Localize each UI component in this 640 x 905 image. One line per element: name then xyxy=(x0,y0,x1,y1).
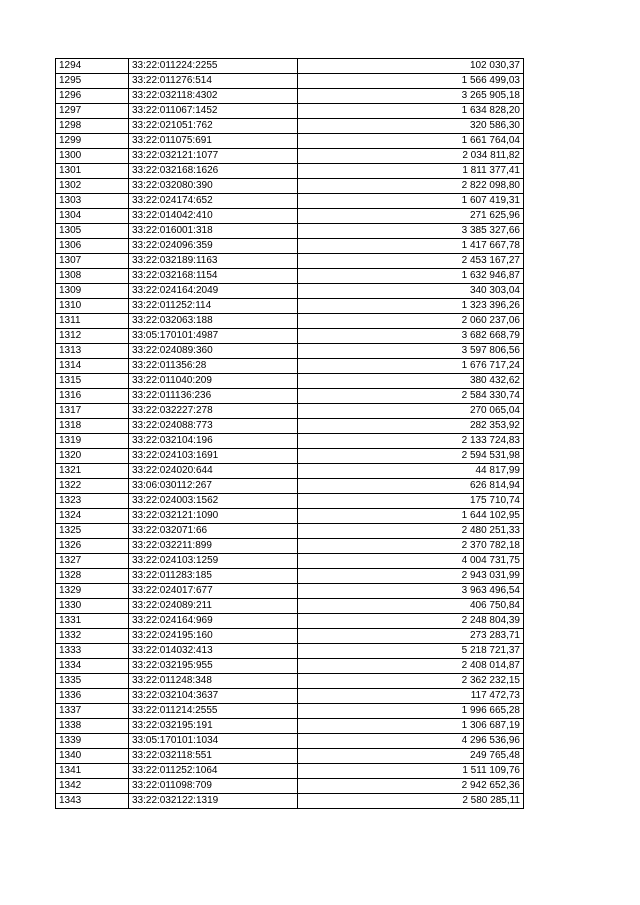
cadastral-value-cell: 2 480 251,33 xyxy=(298,524,524,539)
cadastral-value-cell: 1 511 109,76 xyxy=(298,764,524,779)
cadastral-value-cell: 1 417 667,78 xyxy=(298,239,524,254)
cadastral-number-cell: 33:22:011276:514 xyxy=(129,74,298,89)
cadastral-number-cell: 33:22:032168:1154 xyxy=(129,269,298,284)
cadastral-number-cell: 33:22:011252:1064 xyxy=(129,764,298,779)
cadastral-value-cell: 5 218 721,37 xyxy=(298,644,524,659)
cadastral-value-cell: 175 710,74 xyxy=(298,494,524,509)
cadastral-value-cell: 2 822 098,80 xyxy=(298,179,524,194)
row-number-cell: 1340 xyxy=(56,749,129,764)
table-row xyxy=(56,719,524,734)
row-number-cell: 1328 xyxy=(56,569,129,584)
cadastral-number-cell: 33:22:011283:185 xyxy=(129,569,298,584)
cadastral-number-cell: 33:22:032211:899 xyxy=(129,539,298,554)
cadastral-value-cell: 1 634 828,20 xyxy=(298,104,524,119)
cadastral-number-cell: 33:22:024174:652 xyxy=(129,194,298,209)
row-number-cell: 1337 xyxy=(56,704,129,719)
cadastral-value-cell: 2 133 724,83 xyxy=(298,434,524,449)
cadastral-number-cell: 33:22:032104:3637 xyxy=(129,689,298,704)
table-row xyxy=(56,134,524,149)
table-row xyxy=(56,749,524,764)
row-number-cell: 1299 xyxy=(56,134,129,149)
cadastral-value-cell: 3 265 905,18 xyxy=(298,89,524,104)
cadastral-number-cell: 33:22:032118:4302 xyxy=(129,89,298,104)
row-number-cell: 1296 xyxy=(56,89,129,104)
cadastral-number-cell: 33:22:024164:969 xyxy=(129,614,298,629)
row-number-cell: 1322 xyxy=(56,479,129,494)
row-number-cell: 1342 xyxy=(56,779,129,794)
cadastral-number-cell: 33:22:032122:1319 xyxy=(129,794,298,809)
row-number-cell: 1302 xyxy=(56,179,129,194)
cadastral-number-cell: 33:22:024164:2049 xyxy=(129,284,298,299)
row-number-cell: 1306 xyxy=(56,239,129,254)
cadastral-value-cell: 1 607 419,31 xyxy=(298,194,524,209)
cadastral-value-cell: 1 632 946,87 xyxy=(298,269,524,284)
row-number-cell: 1334 xyxy=(56,659,129,674)
table-row xyxy=(56,164,524,179)
cadastral-number-cell: 33:22:032121:1077 xyxy=(129,149,298,164)
row-number-cell: 1325 xyxy=(56,524,129,539)
table-row xyxy=(56,434,524,449)
row-number-cell: 1338 xyxy=(56,719,129,734)
cadastral-number-cell: 33:22:011224:2255 xyxy=(129,59,298,74)
cadastral-value-cell: 117 472,73 xyxy=(298,689,524,704)
table-row xyxy=(56,764,524,779)
cadastral-value-cell: 4 004 731,75 xyxy=(298,554,524,569)
table-row xyxy=(56,539,524,554)
table-row xyxy=(56,704,524,719)
table-row xyxy=(56,269,524,284)
cadastral-value-cell: 2 034 811,82 xyxy=(298,149,524,164)
table-row xyxy=(56,374,524,389)
table-row xyxy=(56,599,524,614)
table-row xyxy=(56,479,524,494)
table-row xyxy=(56,449,524,464)
table-row xyxy=(56,644,524,659)
table-body xyxy=(56,59,524,809)
cadastral-value-cell: 2 594 531,98 xyxy=(298,449,524,464)
row-number-cell: 1319 xyxy=(56,434,129,449)
table-row xyxy=(56,554,524,569)
cadastral-value-cell: 1 306 687,19 xyxy=(298,719,524,734)
row-number-cell: 1305 xyxy=(56,224,129,239)
cadastral-number-cell: 33:22:024103:1691 xyxy=(129,449,298,464)
row-number-cell: 1311 xyxy=(56,314,129,329)
row-number-cell: 1301 xyxy=(56,164,129,179)
table-row xyxy=(56,254,524,269)
cadastral-number-cell: 33:22:032080:390 xyxy=(129,179,298,194)
cadastral-number-cell: 33:22:032071:66 xyxy=(129,524,298,539)
table-row xyxy=(56,794,524,809)
table-row xyxy=(56,359,524,374)
cadastral-value-cell: 271 625,96 xyxy=(298,209,524,224)
cadastral-number-cell: 33:22:024017:677 xyxy=(129,584,298,599)
cadastral-number-cell: 33:22:024103:1259 xyxy=(129,554,298,569)
cadastral-value-cell: 3 682 668,79 xyxy=(298,329,524,344)
row-number-cell: 1317 xyxy=(56,404,129,419)
table-row xyxy=(56,524,524,539)
table-row xyxy=(56,299,524,314)
row-number-cell: 1300 xyxy=(56,149,129,164)
row-number-cell: 1297 xyxy=(56,104,129,119)
cadastral-number-cell: 33:22:032063:188 xyxy=(129,314,298,329)
table-row xyxy=(56,239,524,254)
cadastral-value-cell: 2 248 804,39 xyxy=(298,614,524,629)
cadastral-value-cell: 249 765,48 xyxy=(298,749,524,764)
cadastral-value-cell: 2 060 237,06 xyxy=(298,314,524,329)
row-number-cell: 1304 xyxy=(56,209,129,224)
table-row xyxy=(56,614,524,629)
table-row xyxy=(56,59,524,74)
cadastral-value-cell: 3 597 806,56 xyxy=(298,344,524,359)
cadastral-number-cell: 33:22:011136:236 xyxy=(129,389,298,404)
row-number-cell: 1307 xyxy=(56,254,129,269)
table-row xyxy=(56,74,524,89)
row-number-cell: 1314 xyxy=(56,359,129,374)
cadastral-value-cell: 1 676 717,24 xyxy=(298,359,524,374)
cadastral-number-cell: 33:22:024003:1562 xyxy=(129,494,298,509)
table-row xyxy=(56,104,524,119)
row-number-cell: 1333 xyxy=(56,644,129,659)
cadastral-number-cell: 33:22:032118:551 xyxy=(129,749,298,764)
cadastral-value-cell: 2 580 285,11 xyxy=(298,794,524,809)
cadastral-value-cell: 2 453 167,27 xyxy=(298,254,524,269)
row-number-cell: 1298 xyxy=(56,119,129,134)
row-number-cell: 1343 xyxy=(56,794,129,809)
cadastral-number-cell: 33:22:032189:1163 xyxy=(129,254,298,269)
table-row xyxy=(56,674,524,689)
cadastral-number-cell: 33:22:014042:410 xyxy=(129,209,298,224)
cadastral-value-cell: 380 432,62 xyxy=(298,374,524,389)
table-row xyxy=(56,734,524,749)
table-row xyxy=(56,344,524,359)
row-number-cell: 1331 xyxy=(56,614,129,629)
cadastral-number-cell: 33:22:024020:644 xyxy=(129,464,298,479)
cadastral-number-cell: 33:22:011252:114 xyxy=(129,299,298,314)
cadastral-value-cell: 1 811 377,41 xyxy=(298,164,524,179)
cadastral-value-cell: 320 586,30 xyxy=(298,119,524,134)
cadastral-number-cell: 33:22:032121:1090 xyxy=(129,509,298,524)
cadastral-value-cell: 1 566 499,03 xyxy=(298,74,524,89)
cadastral-number-cell: 33:22:011214:2555 xyxy=(129,704,298,719)
table-row xyxy=(56,659,524,674)
cadastral-number-cell: 33:22:024195:160 xyxy=(129,629,298,644)
cadastral-value-cell: 270 065,04 xyxy=(298,404,524,419)
row-number-cell: 1339 xyxy=(56,734,129,749)
row-number-cell: 1326 xyxy=(56,539,129,554)
row-number-cell: 1310 xyxy=(56,299,129,314)
cadastral-number-cell: 33:22:024096:359 xyxy=(129,239,298,254)
row-number-cell: 1320 xyxy=(56,449,129,464)
table-row xyxy=(56,119,524,134)
table-row xyxy=(56,584,524,599)
row-number-cell: 1335 xyxy=(56,674,129,689)
row-number-cell: 1313 xyxy=(56,344,129,359)
cadastral-number-cell: 33:22:024089:211 xyxy=(129,599,298,614)
table-row xyxy=(56,464,524,479)
cadastral-number-cell: 33:22:024088:773 xyxy=(129,419,298,434)
cadastral-number-cell: 33:22:011067:1452 xyxy=(129,104,298,119)
cadastral-value-cell: 44 817,99 xyxy=(298,464,524,479)
row-number-cell: 1332 xyxy=(56,629,129,644)
table-row xyxy=(56,329,524,344)
cadastral-number-cell: 33:22:011075:691 xyxy=(129,134,298,149)
table-row xyxy=(56,179,524,194)
table-row xyxy=(56,689,524,704)
cadastral-number-cell: 33:22:032168:1626 xyxy=(129,164,298,179)
cadastral-value-cell: 2 943 031,99 xyxy=(298,569,524,584)
table-row xyxy=(56,209,524,224)
cadastral-value-cell: 340 303,04 xyxy=(298,284,524,299)
cadastral-value-table xyxy=(55,58,524,809)
table-row xyxy=(56,419,524,434)
cadastral-value-cell: 3 963 496,54 xyxy=(298,584,524,599)
table-row xyxy=(56,509,524,524)
cadastral-number-cell: 33:22:011098:709 xyxy=(129,779,298,794)
row-number-cell: 1294 xyxy=(56,59,129,74)
cadastral-value-cell: 2 362 232,15 xyxy=(298,674,524,689)
table-row xyxy=(56,194,524,209)
table-row xyxy=(56,569,524,584)
row-number-cell: 1295 xyxy=(56,74,129,89)
row-number-cell: 1316 xyxy=(56,389,129,404)
cadastral-number-cell: 33:05:170101:4987 xyxy=(129,329,298,344)
row-number-cell: 1321 xyxy=(56,464,129,479)
cadastral-value-cell: 626 814,94 xyxy=(298,479,524,494)
cadastral-value-cell: 1 661 764,04 xyxy=(298,134,524,149)
cadastral-value-cell: 2 370 782,18 xyxy=(298,539,524,554)
cadastral-value-cell: 282 353,92 xyxy=(298,419,524,434)
table-row xyxy=(56,629,524,644)
cadastral-value-cell: 3 385 327,66 xyxy=(298,224,524,239)
cadastral-number-cell: 33:22:011040:209 xyxy=(129,374,298,389)
row-number-cell: 1323 xyxy=(56,494,129,509)
table-row xyxy=(56,779,524,794)
cadastral-value-cell: 4 296 536,96 xyxy=(298,734,524,749)
cadastral-value-cell: 2 942 652,36 xyxy=(298,779,524,794)
row-number-cell: 1309 xyxy=(56,284,129,299)
table-row xyxy=(56,314,524,329)
row-number-cell: 1324 xyxy=(56,509,129,524)
cadastral-value-cell: 2 584 330,74 xyxy=(298,389,524,404)
cadastral-number-cell: 33:06:030112:267 xyxy=(129,479,298,494)
cadastral-value-cell: 1 996 665,28 xyxy=(298,704,524,719)
table-row xyxy=(56,284,524,299)
row-number-cell: 1336 xyxy=(56,689,129,704)
cadastral-number-cell: 33:22:032227:278 xyxy=(129,404,298,419)
cadastral-value-cell: 1 644 102,95 xyxy=(298,509,524,524)
row-number-cell: 1308 xyxy=(56,269,129,284)
cadastral-number-cell: 33:22:032195:955 xyxy=(129,659,298,674)
cadastral-value-cell: 406 750,84 xyxy=(298,599,524,614)
row-number-cell: 1303 xyxy=(56,194,129,209)
cadastral-number-cell: 33:22:016001:318 xyxy=(129,224,298,239)
cadastral-value-cell: 1 323 396,26 xyxy=(298,299,524,314)
cadastral-number-cell: 33:05:170101:1034 xyxy=(129,734,298,749)
row-number-cell: 1318 xyxy=(56,419,129,434)
cadastral-number-cell: 33:22:032104:196 xyxy=(129,434,298,449)
cadastral-number-cell: 33:22:032195:191 xyxy=(129,719,298,734)
cadastral-number-cell: 33:22:014032:413 xyxy=(129,644,298,659)
table-row xyxy=(56,389,524,404)
row-number-cell: 1329 xyxy=(56,584,129,599)
table-row xyxy=(56,89,524,104)
cadastral-value-cell: 2 408 014,87 xyxy=(298,659,524,674)
row-number-cell: 1312 xyxy=(56,329,129,344)
cadastral-value-cell: 273 283,71 xyxy=(298,629,524,644)
cadastral-number-cell: 33:22:011356:28 xyxy=(129,359,298,374)
cadastral-value-cell: 102 030,37 xyxy=(298,59,524,74)
table-row xyxy=(56,149,524,164)
cadastral-number-cell: 33:22:011248:348 xyxy=(129,674,298,689)
table-row xyxy=(56,494,524,509)
table-row xyxy=(56,224,524,239)
row-number-cell: 1327 xyxy=(56,554,129,569)
row-number-cell: 1315 xyxy=(56,374,129,389)
row-number-cell: 1330 xyxy=(56,599,129,614)
table-row xyxy=(56,404,524,419)
cadastral-number-cell: 33:22:021051:762 xyxy=(129,119,298,134)
cadastral-number-cell: 33:22:024089:360 xyxy=(129,344,298,359)
row-number-cell: 1341 xyxy=(56,764,129,779)
